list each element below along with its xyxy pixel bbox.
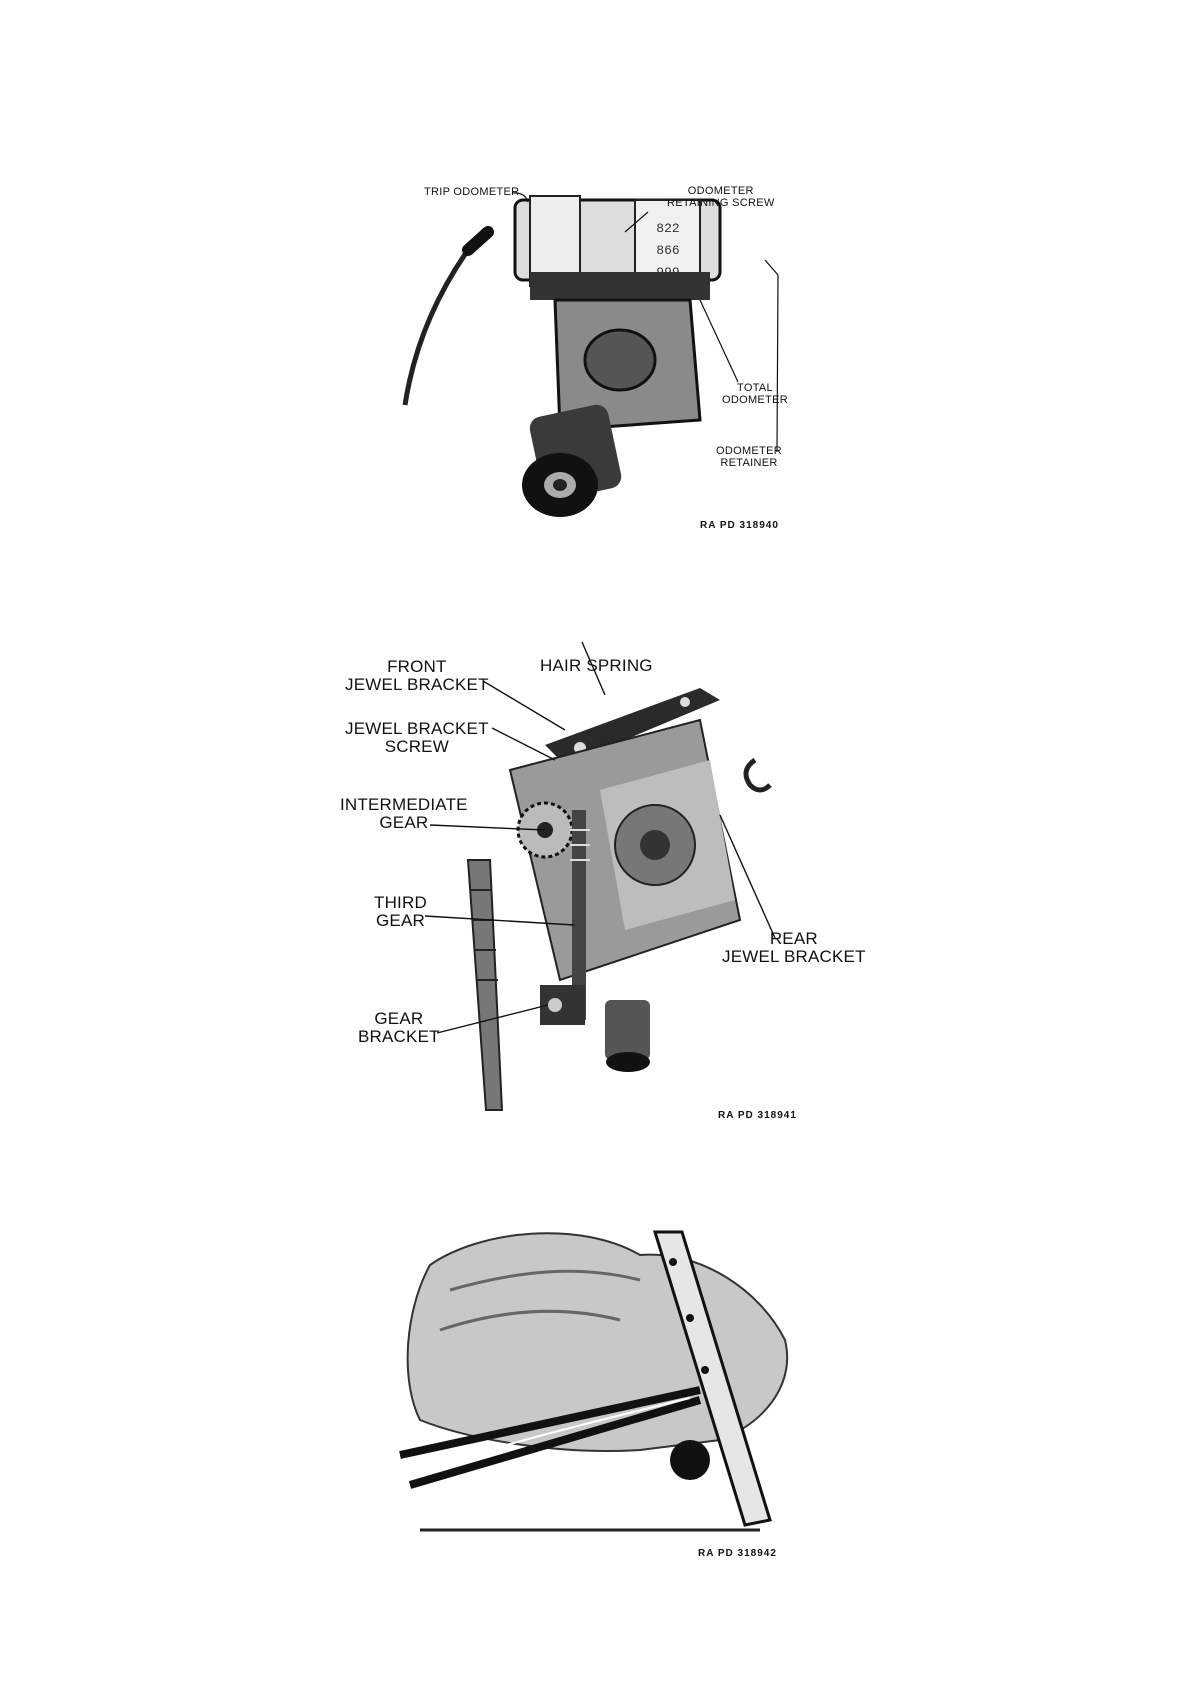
- label-rear-jewel-bracket: REAR JEWEL BRACKET: [722, 929, 866, 966]
- label-intermediate-gear: INTERMEDIATE GEAR: [340, 795, 468, 832]
- figure-code: RA PD 318942: [698, 1548, 777, 1559]
- label-odometer-retaining-screw: ODOMETER RETAINING SCREW: [667, 185, 775, 209]
- label-hair-spring: HAIR SPRING: [540, 656, 653, 675]
- svg-text:866: 866: [656, 243, 680, 258]
- figure-code: RA PD 318941: [718, 1110, 797, 1121]
- label-odometer-retainer: ODOMETER RETAINER: [716, 445, 782, 469]
- label-gear-bracket: GEAR BRACKET: [358, 1009, 440, 1046]
- label-trip-odometer: TRIP ODOMETER: [424, 186, 520, 198]
- label-jewel-bracket-screw: JEWEL BRACKET SCREW: [345, 719, 489, 756]
- svg-text:822: 822: [656, 221, 680, 236]
- label-third-gear: THIRD GEAR: [374, 893, 427, 930]
- label-front-jewel-bracket: FRONT JEWEL BRACKET: [345, 657, 489, 694]
- figure-code: RA PD 318940: [700, 520, 779, 531]
- label-total-odometer: TOTAL ODOMETER: [722, 382, 788, 406]
